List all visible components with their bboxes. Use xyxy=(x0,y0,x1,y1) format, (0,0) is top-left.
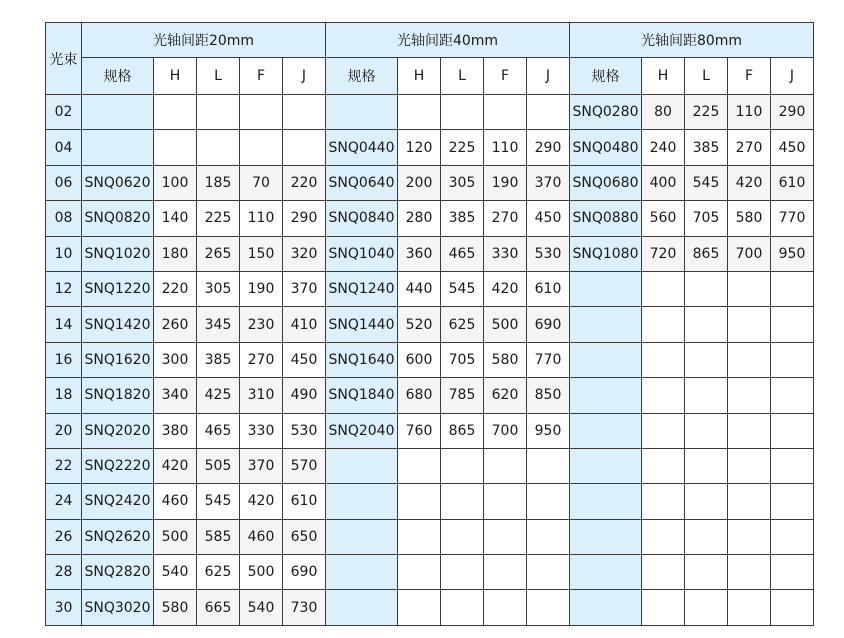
spec-cell xyxy=(570,555,642,590)
value-cell xyxy=(484,555,527,590)
value-cell xyxy=(642,413,685,448)
spec-cell: SNQ1640 xyxy=(326,342,398,377)
value-cell xyxy=(484,519,527,554)
value-cell: 450 xyxy=(527,201,570,236)
value-cell xyxy=(441,95,484,130)
spec-cell xyxy=(570,342,642,377)
beam-count-cell: 18 xyxy=(46,378,82,413)
value-cell: 500 xyxy=(154,519,197,554)
value-cell: 260 xyxy=(154,307,197,342)
col-header-j: J xyxy=(771,58,814,95)
value-cell xyxy=(197,130,240,165)
value-cell xyxy=(484,95,527,130)
col-header-f: F xyxy=(240,58,283,95)
value-cell xyxy=(685,555,728,590)
value-cell: 300 xyxy=(154,342,197,377)
col-header-f: F xyxy=(484,58,527,95)
value-cell: 950 xyxy=(771,236,814,271)
value-cell: 425 xyxy=(197,378,240,413)
value-cell: 290 xyxy=(283,201,326,236)
spec-cell: SNQ2620 xyxy=(82,519,154,554)
beam-count-cell: 26 xyxy=(46,519,82,554)
spec-cell xyxy=(570,484,642,519)
value-cell: 420 xyxy=(240,484,283,519)
value-cell xyxy=(484,590,527,625)
value-cell xyxy=(685,519,728,554)
value-cell xyxy=(398,95,441,130)
col-header-l: L xyxy=(441,58,484,95)
value-cell: 305 xyxy=(197,271,240,306)
value-cell: 690 xyxy=(283,555,326,590)
value-cell: 190 xyxy=(240,271,283,306)
value-cell: 460 xyxy=(240,519,283,554)
spec-cell: SNQ2420 xyxy=(82,484,154,519)
value-cell xyxy=(527,95,570,130)
spec-table xyxy=(45,22,814,626)
col-header-j: J xyxy=(283,58,326,95)
value-cell: 705 xyxy=(685,201,728,236)
col-header-h: H xyxy=(642,58,685,95)
value-cell: 420 xyxy=(728,165,771,200)
value-cell xyxy=(685,413,728,448)
col-header-spec: 规格 xyxy=(326,58,398,95)
value-cell: 305 xyxy=(441,165,484,200)
spec-cell: SNQ1040 xyxy=(326,236,398,271)
value-cell: 705 xyxy=(441,342,484,377)
beam-count-cell: 04 xyxy=(46,130,82,165)
value-cell: 400 xyxy=(642,165,685,200)
value-cell: 730 xyxy=(283,590,326,625)
value-cell: 865 xyxy=(441,413,484,448)
value-cell xyxy=(527,448,570,483)
value-cell: 70 xyxy=(240,165,283,200)
value-cell: 140 xyxy=(154,201,197,236)
table-row xyxy=(46,590,814,625)
table-row xyxy=(46,95,814,130)
value-cell: 340 xyxy=(154,378,197,413)
value-cell: 720 xyxy=(642,236,685,271)
value-cell xyxy=(642,307,685,342)
value-cell: 360 xyxy=(398,236,441,271)
value-cell: 230 xyxy=(240,307,283,342)
value-cell: 650 xyxy=(283,519,326,554)
spec-cell xyxy=(326,484,398,519)
value-cell: 580 xyxy=(154,590,197,625)
beam-header: 光束 xyxy=(46,23,82,95)
value-cell xyxy=(771,555,814,590)
spec-cell: SNQ0480 xyxy=(570,130,642,165)
value-cell xyxy=(441,448,484,483)
beam-count-cell: 12 xyxy=(46,271,82,306)
value-cell xyxy=(398,448,441,483)
table-body xyxy=(46,95,814,626)
table-row xyxy=(46,448,814,483)
spec-cell xyxy=(570,378,642,413)
beam-count-cell: 06 xyxy=(46,165,82,200)
table-row xyxy=(46,165,814,200)
spec-cell: SNQ1080 xyxy=(570,236,642,271)
table-row xyxy=(46,519,814,554)
table-row xyxy=(46,378,814,413)
value-cell xyxy=(771,307,814,342)
value-cell xyxy=(398,519,441,554)
group-header-80mm: 光轴间距80mm xyxy=(570,23,814,58)
col-header-f: F xyxy=(728,58,771,95)
col-header-spec: 规格 xyxy=(82,58,154,95)
value-cell: 620 xyxy=(484,378,527,413)
spec-cell xyxy=(570,590,642,625)
value-cell: 410 xyxy=(283,307,326,342)
value-cell xyxy=(441,484,484,519)
col-header-h: H xyxy=(154,58,197,95)
value-cell: 240 xyxy=(642,130,685,165)
value-cell xyxy=(398,555,441,590)
value-cell xyxy=(771,342,814,377)
value-cell: 270 xyxy=(728,130,771,165)
value-cell: 700 xyxy=(484,413,527,448)
spec-cell: SNQ0840 xyxy=(326,201,398,236)
beam-count-cell: 16 xyxy=(46,342,82,377)
spec-cell: SNQ2220 xyxy=(82,448,154,483)
spec-cell: SNQ0280 xyxy=(570,95,642,130)
value-cell xyxy=(728,484,771,519)
value-cell xyxy=(642,271,685,306)
value-cell xyxy=(154,95,197,130)
value-cell: 625 xyxy=(197,555,240,590)
spec-cell: SNQ0680 xyxy=(570,165,642,200)
value-cell xyxy=(728,413,771,448)
value-cell: 290 xyxy=(527,130,570,165)
spec-cell xyxy=(326,95,398,130)
value-cell: 580 xyxy=(728,201,771,236)
value-cell: 110 xyxy=(240,201,283,236)
value-cell: 450 xyxy=(771,130,814,165)
value-cell: 460 xyxy=(154,484,197,519)
value-cell: 385 xyxy=(685,130,728,165)
value-cell: 500 xyxy=(484,307,527,342)
value-cell: 545 xyxy=(441,271,484,306)
value-cell xyxy=(771,413,814,448)
spec-cell: SNQ1420 xyxy=(82,307,154,342)
value-cell: 545 xyxy=(685,165,728,200)
value-cell: 200 xyxy=(398,165,441,200)
value-cell: 540 xyxy=(154,555,197,590)
value-cell: 420 xyxy=(154,448,197,483)
spec-cell: SNQ0440 xyxy=(326,130,398,165)
value-cell: 280 xyxy=(398,201,441,236)
beam-count-cell: 28 xyxy=(46,555,82,590)
value-cell: 530 xyxy=(527,236,570,271)
value-cell xyxy=(771,448,814,483)
value-cell: 665 xyxy=(197,590,240,625)
value-cell: 450 xyxy=(283,342,326,377)
col-header-l: L xyxy=(685,58,728,95)
table-row xyxy=(46,130,814,165)
spec-cell xyxy=(326,448,398,483)
value-cell: 345 xyxy=(197,307,240,342)
value-cell: 100 xyxy=(154,165,197,200)
spec-cell xyxy=(326,555,398,590)
group-header-40mm: 光轴间距40mm xyxy=(326,23,570,58)
value-cell xyxy=(642,342,685,377)
header-row-columns xyxy=(46,58,814,95)
spec-cell: SNQ1020 xyxy=(82,236,154,271)
value-cell: 545 xyxy=(197,484,240,519)
value-cell: 290 xyxy=(771,95,814,130)
value-cell: 190 xyxy=(484,165,527,200)
spec-cell xyxy=(82,130,154,165)
value-cell xyxy=(728,590,771,625)
value-cell xyxy=(484,484,527,519)
table-row xyxy=(46,201,814,236)
value-cell: 585 xyxy=(197,519,240,554)
value-cell xyxy=(728,519,771,554)
value-cell: 600 xyxy=(398,342,441,377)
value-cell: 570 xyxy=(283,448,326,483)
beam-count-cell: 08 xyxy=(46,201,82,236)
value-cell: 580 xyxy=(484,342,527,377)
value-cell xyxy=(685,307,728,342)
value-cell: 865 xyxy=(685,236,728,271)
value-cell xyxy=(728,448,771,483)
value-cell: 330 xyxy=(484,236,527,271)
value-cell: 265 xyxy=(197,236,240,271)
spec-cell: SNQ1240 xyxy=(326,271,398,306)
value-cell xyxy=(283,130,326,165)
value-cell: 80 xyxy=(642,95,685,130)
value-cell: 385 xyxy=(441,201,484,236)
value-cell: 150 xyxy=(240,236,283,271)
value-cell: 610 xyxy=(771,165,814,200)
beam-count-cell: 02 xyxy=(46,95,82,130)
value-cell: 500 xyxy=(240,555,283,590)
value-cell: 700 xyxy=(728,236,771,271)
value-cell xyxy=(728,378,771,413)
beam-count-cell: 20 xyxy=(46,413,82,448)
value-cell: 270 xyxy=(240,342,283,377)
spec-cell: SNQ0620 xyxy=(82,165,154,200)
beam-count-cell: 30 xyxy=(46,590,82,625)
value-cell xyxy=(642,378,685,413)
value-cell xyxy=(283,95,326,130)
value-cell: 540 xyxy=(240,590,283,625)
beam-count-cell: 14 xyxy=(46,307,82,342)
value-cell xyxy=(771,519,814,554)
value-cell: 465 xyxy=(441,236,484,271)
value-cell: 185 xyxy=(197,165,240,200)
value-cell: 610 xyxy=(283,484,326,519)
spec-cell xyxy=(326,519,398,554)
value-cell xyxy=(728,555,771,590)
value-cell: 110 xyxy=(728,95,771,130)
spec-cell xyxy=(570,271,642,306)
value-cell xyxy=(240,95,283,130)
value-cell: 690 xyxy=(527,307,570,342)
col-header-h: H xyxy=(398,58,441,95)
value-cell xyxy=(685,448,728,483)
value-cell xyxy=(685,590,728,625)
value-cell: 380 xyxy=(154,413,197,448)
value-cell: 180 xyxy=(154,236,197,271)
spec-cell: SNQ0820 xyxy=(82,201,154,236)
value-cell xyxy=(441,519,484,554)
spec-cell: SNQ0640 xyxy=(326,165,398,200)
table-row xyxy=(46,271,814,306)
value-cell xyxy=(398,590,441,625)
spec-cell: SNQ1220 xyxy=(82,271,154,306)
spec-cell: SNQ2820 xyxy=(82,555,154,590)
spec-cell xyxy=(326,590,398,625)
table-row xyxy=(46,236,814,271)
value-cell: 560 xyxy=(642,201,685,236)
value-cell: 370 xyxy=(240,448,283,483)
value-cell: 680 xyxy=(398,378,441,413)
value-cell xyxy=(771,378,814,413)
value-cell xyxy=(441,590,484,625)
value-cell: 225 xyxy=(441,130,484,165)
value-cell xyxy=(197,95,240,130)
value-cell: 225 xyxy=(197,201,240,236)
spec-cell: SNQ1620 xyxy=(82,342,154,377)
value-cell xyxy=(685,342,728,377)
value-cell: 310 xyxy=(240,378,283,413)
spec-cell: SNQ3020 xyxy=(82,590,154,625)
spec-cell: SNQ0880 xyxy=(570,201,642,236)
value-cell: 950 xyxy=(527,413,570,448)
value-cell: 625 xyxy=(441,307,484,342)
value-cell: 370 xyxy=(527,165,570,200)
value-cell: 385 xyxy=(197,342,240,377)
value-cell xyxy=(685,378,728,413)
spec-cell: SNQ1840 xyxy=(326,378,398,413)
table-row xyxy=(46,555,814,590)
value-cell xyxy=(527,555,570,590)
value-cell: 370 xyxy=(283,271,326,306)
col-header-spec: 规格 xyxy=(570,58,642,95)
table-row xyxy=(46,342,814,377)
value-cell xyxy=(685,484,728,519)
col-header-l: L xyxy=(197,58,240,95)
header-row-groups xyxy=(46,23,814,58)
value-cell xyxy=(642,484,685,519)
value-cell xyxy=(240,130,283,165)
value-cell: 610 xyxy=(527,271,570,306)
beam-count-cell: 10 xyxy=(46,236,82,271)
value-cell: 505 xyxy=(197,448,240,483)
value-cell xyxy=(527,519,570,554)
spec-cell: SNQ1440 xyxy=(326,307,398,342)
value-cell: 420 xyxy=(484,271,527,306)
value-cell xyxy=(527,484,570,519)
value-cell xyxy=(771,590,814,625)
value-cell xyxy=(154,130,197,165)
value-cell: 760 xyxy=(398,413,441,448)
value-cell: 120 xyxy=(398,130,441,165)
value-cell xyxy=(728,307,771,342)
value-cell xyxy=(642,448,685,483)
spec-cell: SNQ1820 xyxy=(82,378,154,413)
spec-cell xyxy=(570,519,642,554)
spec-cell xyxy=(570,307,642,342)
value-cell: 320 xyxy=(283,236,326,271)
spec-cell: SNQ2020 xyxy=(82,413,154,448)
spec-cell xyxy=(570,448,642,483)
value-cell xyxy=(685,271,728,306)
value-cell: 110 xyxy=(484,130,527,165)
value-cell xyxy=(728,271,771,306)
value-cell xyxy=(484,448,527,483)
table-row xyxy=(46,413,814,448)
spec-cell: SNQ2040 xyxy=(326,413,398,448)
value-cell: 490 xyxy=(283,378,326,413)
value-cell xyxy=(527,590,570,625)
value-cell: 520 xyxy=(398,307,441,342)
value-cell xyxy=(642,519,685,554)
value-cell xyxy=(771,484,814,519)
value-cell xyxy=(771,271,814,306)
value-cell: 330 xyxy=(240,413,283,448)
group-header-20mm: 光轴间距20mm xyxy=(82,23,326,58)
value-cell xyxy=(398,484,441,519)
value-cell: 465 xyxy=(197,413,240,448)
beam-count-cell: 22 xyxy=(46,448,82,483)
value-cell: 770 xyxy=(527,342,570,377)
spec-cell xyxy=(570,413,642,448)
value-cell xyxy=(441,555,484,590)
value-cell xyxy=(728,342,771,377)
value-cell xyxy=(642,590,685,625)
value-cell: 220 xyxy=(283,165,326,200)
value-cell: 530 xyxy=(283,413,326,448)
table-row xyxy=(46,484,814,519)
table-row xyxy=(46,307,814,342)
value-cell: 225 xyxy=(685,95,728,130)
value-cell: 785 xyxy=(441,378,484,413)
beam-count-cell: 24 xyxy=(46,484,82,519)
value-cell: 440 xyxy=(398,271,441,306)
value-cell: 270 xyxy=(484,201,527,236)
col-header-j: J xyxy=(527,58,570,95)
spec-cell xyxy=(82,95,154,130)
value-cell xyxy=(642,555,685,590)
value-cell: 770 xyxy=(771,201,814,236)
value-cell: 220 xyxy=(154,271,197,306)
value-cell: 850 xyxy=(527,378,570,413)
